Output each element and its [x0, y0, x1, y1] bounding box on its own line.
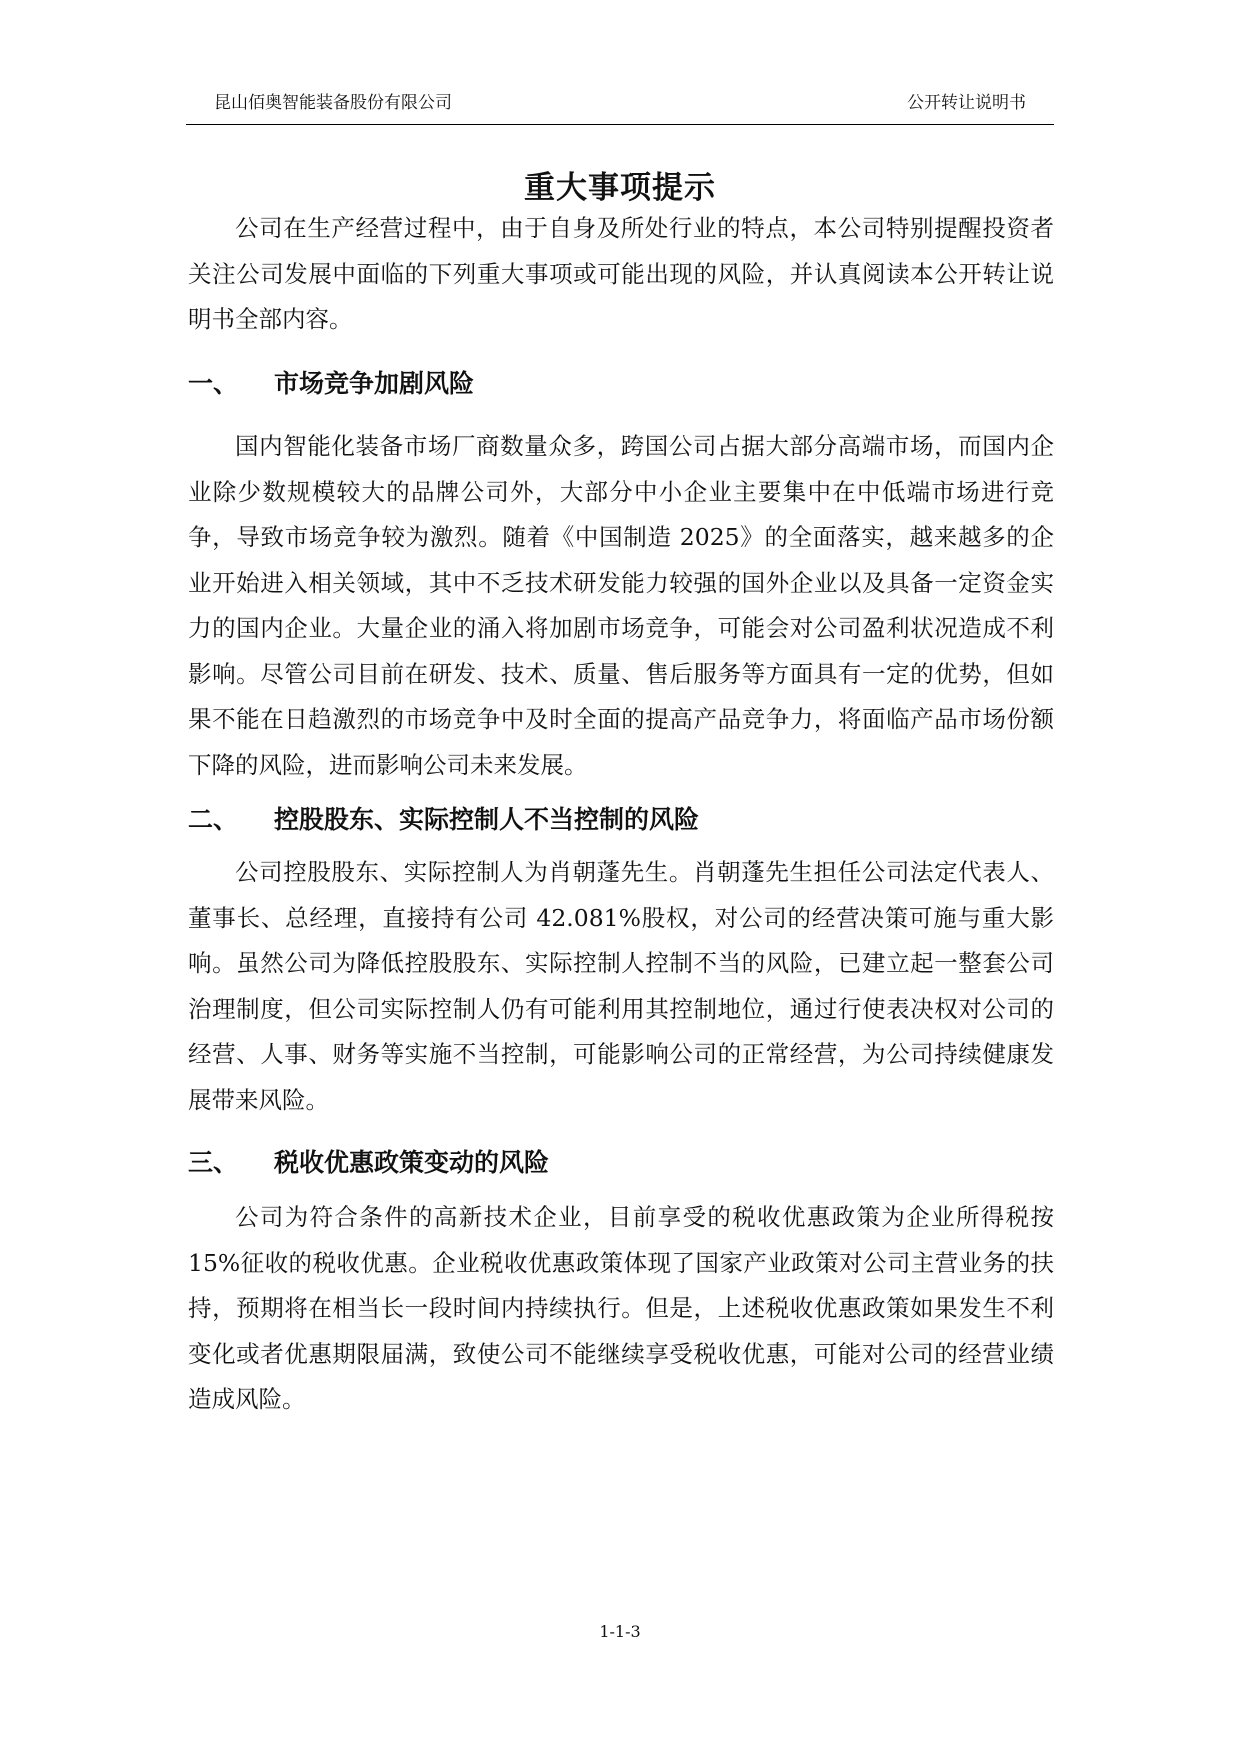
- page-header: [186, 84, 1054, 125]
- section-body-3: 公司为符合条件的高新技术企业，目前享受的税收优惠政策为企业所得税按 15%征收的税收优惠。企业税收优惠政策体现了国家产业政策对公司主营业务的扶持，预期将在相当长一段时间内持续执行。但是，上述税收优惠政策如果发生不利变化或者优惠期限届满，致使公司不能继续享受税收优惠，可能对公司的经营业绩造成风险。: [188, 1203, 1054, 1413]
- section-number: 一、: [188, 369, 239, 398]
- header-document-type: 公开转让说明书: [907, 93, 1026, 113]
- page-number: 1-1-3: [599, 1622, 641, 1641]
- section-number: 二、: [188, 805, 239, 834]
- page-title: 重大事项提示: [524, 170, 716, 206]
- section-heading-2: [188, 800, 699, 836]
- section-number: 三、: [188, 1148, 239, 1177]
- section-body-1: 国内智能化装备市场厂商数量众多，跨国公司占据大部分高端市场，而国内企业除少数规模较大的品牌公司外，大部分中小企业主要集中在中低端市场进行竞争，导致市场竞争较为激烈。随着《中国制造 2025》的全面落实，越来越多的企业开始进入相关领域，其中不乏技术研发能力较强的国外企业以及具备一定资金实力的国内企业。大量企业的涌入将加剧市场竞争，可能会对公司盈利状况造成不利影响。尽管公司目前在研发、技术、质量、售后服务等方面具有一定的优势，但如果不能在日趋激烈的市场竞争中及时全面的提高产品竞争力，将面临产品市场份额下降的风险，进而影响公司未来发展。: [188, 432, 1054, 779]
- header-company-name: 昆山佰奥智能装备股份有限公司: [214, 93, 452, 113]
- section-title: 税收优惠政策变动的风险: [274, 1148, 550, 1177]
- section-body-2: 公司控股股东、实际控制人为肖朝蓬先生。肖朝蓬先生担任公司法定代表人、董事长、总经理，直接持有公司 42.081%股权，对公司的经营决策可施与重大影响。虽然公司为降低控股股东、实际控制人控制不当的风险，已建立起一整套公司治理制度，但公司实际控制人仍有可能利用其控制地位，通过行使表决权对公司的经营、人事、财务等实施不当控制，可能影响公司的正常经营，为公司持续健康发展带来风险。: [188, 858, 1054, 1114]
- intro-paragraph: 公司在生产经营过程中，由于自身及所处行业的特点，本公司特别提醒投资者关注公司发展中面临的下列重大事项或可能出现的风险，并认真阅读本公开转让说明书全部内容。: [188, 214, 1054, 333]
- section-heading-1: [188, 364, 474, 400]
- section-title: 控股股东、实际控制人不当控制的风险: [274, 805, 700, 834]
- section-heading-3: [188, 1143, 549, 1179]
- section-title: 市场竞争加剧风险: [274, 369, 475, 398]
